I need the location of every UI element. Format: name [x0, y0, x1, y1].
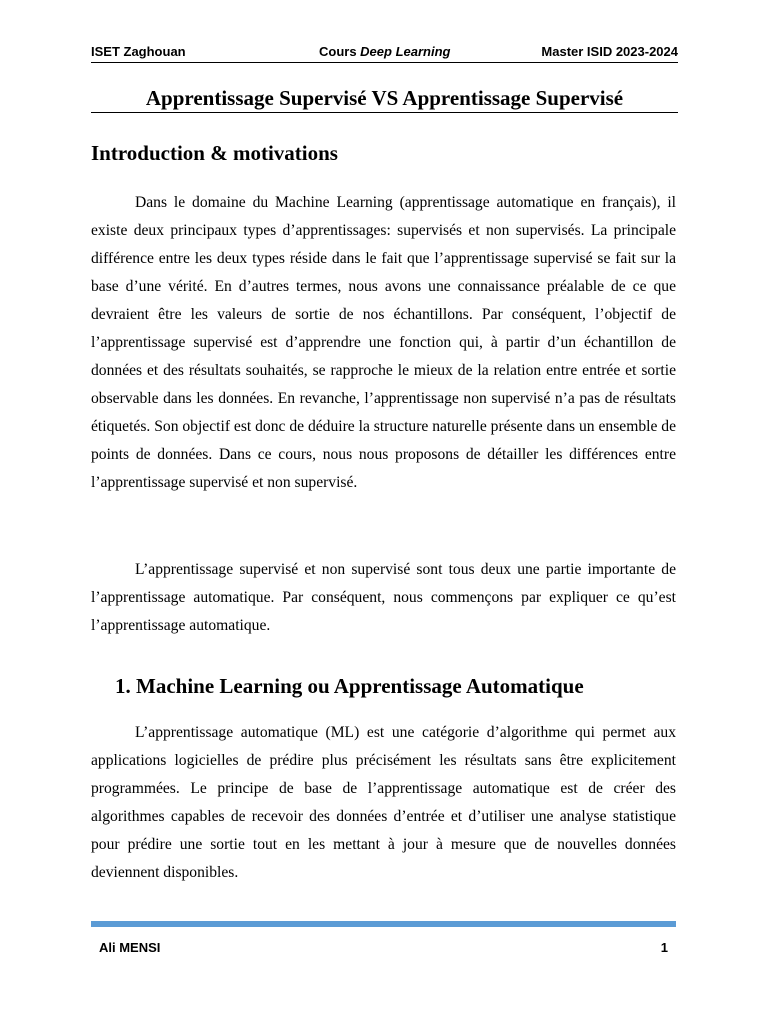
document-title: Apprentissage Supervisé VS Apprentissage Supervisé: [91, 86, 678, 113]
header-course-prefix: Cours: [319, 44, 361, 59]
paragraph: L’apprentissage supervisé et non supervisé sont tous deux une partie importante de l’apprentissage automatique. Par conséquent, nous commençons par expliquer ce qu’est l’apprentissage automatique.: [91, 561, 676, 634]
footer-author: Ali MENSI: [99, 940, 161, 955]
paragraph: L’apprentissage automatique (ML) est une catégorie d’algorithme qui permet aux applications logicielles de prédire plus précisément les résultats sans être explicitement programmées. Le principe de base de l’apprentissage automatique est de créer des algorithmes capables de recevoir des données d’entrée et d’utiliser une analyse statistique pour prédire une sortie tout en les mettant à jour à mesure que de nouvelles données deviennent disponibles.: [91, 724, 676, 881]
page-number: 1: [660, 940, 668, 955]
header-program: Master ISID 2023-2024: [541, 44, 678, 59]
header-course: [319, 44, 450, 59]
page-footer: [91, 938, 676, 958]
paragraph: Dans le domaine du Machine Learning (apprentissage automatique en français), il existe deux principaux types d’apprentissages: supervisés et non supervisés. La principale différence entre les deux types réside dans le fait que l’apprentissage supervisé se fait sur la base d’une vérité. En d’autres termes, nous avons une connaissance préalable de ce que devraient être les valeurs de sortie de nos échantillons. Par conséquent, l’objectif de l’apprentissage supervisé est d’apprendre une fonction qui, à partir d’un échantillon de données et des résultats souhaités, se rapproche le mieux de la relation entre entrée et sortie observable dans les données. En revanche, l’apprentissage non supervisé n’a pas de résultats étiquetés. Son objectif est donc de déduire la structure naturelle présente dans un ensemble de points de données. Dans ce cours, nous nous proposons de détailler les différences entre l’apprentissage supervisé et non supervisé.: [91, 194, 676, 491]
page-header: [91, 42, 678, 63]
section-heading-intro: Introduction & motivations: [91, 141, 338, 165]
section-heading-1: 1. Machine Learning ou Apprentissage Automatique: [115, 674, 584, 698]
header-course-name: Deep Learning: [360, 44, 451, 59]
footer-divider: [91, 921, 676, 927]
header-institution: ISET Zaghouan: [91, 44, 186, 59]
